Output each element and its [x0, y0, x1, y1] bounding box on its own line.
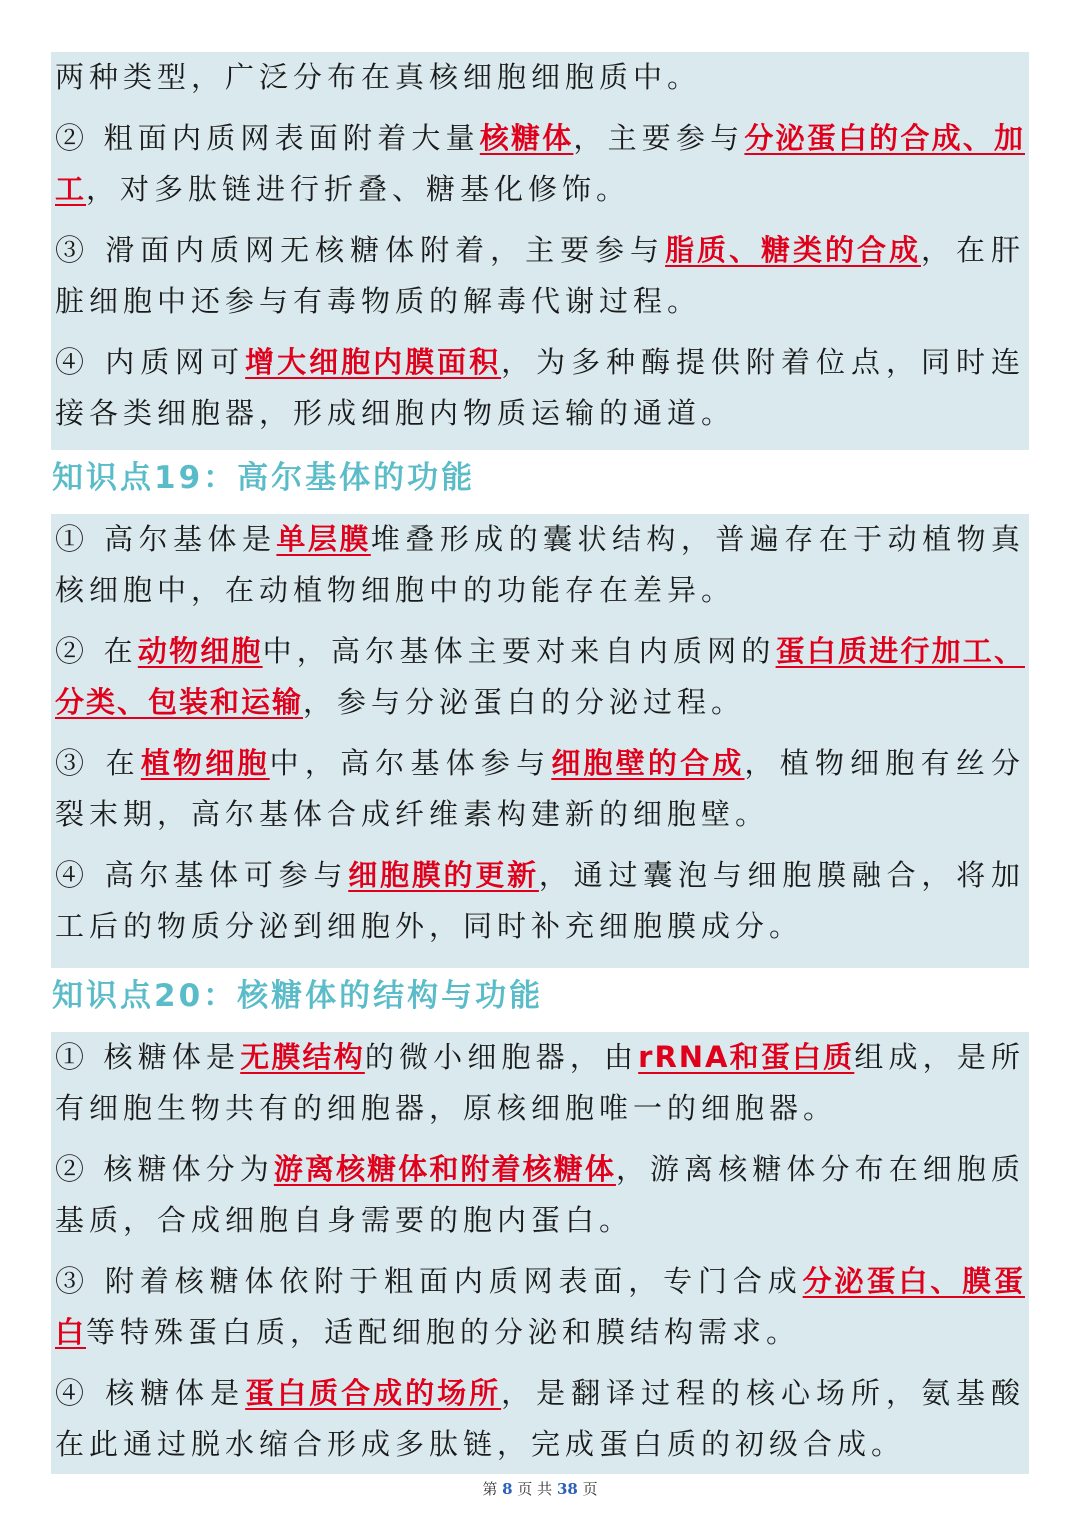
text: ① 核糖体是	[55, 1040, 241, 1074]
paragraph	[55, 1256, 1025, 1358]
text: ④ 内质网可	[55, 345, 246, 379]
text: ③ 滑面内质网无核糖体附着，主要参与	[55, 233, 666, 267]
paragraph	[55, 1144, 1025, 1246]
text: ④ 高尔基体可参与	[55, 858, 349, 892]
text: 堆叠形成的囊状结构，普遍存在于动植物真核细胞中，在动植物细胞中的功能存在差异。	[55, 522, 1025, 607]
highlight-term: 核糖体	[479, 121, 574, 155]
highlight-term: 蛋白质进行加工、分类、包装和运输	[55, 634, 1025, 719]
highlight-term: 动物细胞	[137, 634, 263, 668]
text: ③ 附着核糖体依附于粗面内质网表面，专门合成	[55, 1264, 803, 1298]
highlight-term: rRNA和蛋白质	[638, 1040, 855, 1074]
text: 中，高尔基体参与	[269, 746, 552, 780]
text: ② 在	[55, 634, 138, 668]
highlight-term: 无膜结构	[240, 1040, 365, 1074]
content-box-endoplasmic-reticulum	[51, 52, 1029, 450]
highlight-term: 游离核糖体和附着核糖体	[273, 1152, 616, 1186]
text: ② 粗面内质网表面附着大量	[55, 121, 480, 155]
text: ，主要参与	[573, 121, 745, 155]
paragraph	[55, 225, 1025, 327]
paragraph	[55, 626, 1025, 728]
highlight-term: 蛋白质合成的场所	[245, 1376, 502, 1410]
paragraph	[55, 514, 1025, 616]
text: ，参与分泌蛋白的分泌过程。	[303, 685, 746, 719]
paragraph	[55, 337, 1025, 439]
text: ，游离核糖体分布在细胞质基质，合成细胞自身需要的胞内蛋白。	[55, 1152, 1025, 1237]
text: ，植物细胞有丝分裂末期，高尔基体合成纤维素构建新的细胞壁。	[55, 746, 1025, 831]
text: 两种类型，广泛分布在真核细胞细胞质中。	[55, 60, 702, 94]
highlight-term: 分泌蛋白的合成、加工	[55, 121, 1025, 206]
highlight-term: 脂质、糖类的合成	[665, 233, 921, 267]
paragraph	[55, 738, 1025, 840]
highlight-term: 增大细胞内膜面积	[245, 345, 502, 379]
footer-text: 第	[482, 1480, 498, 1498]
text: ② 核糖体分为	[55, 1152, 274, 1186]
paragraph	[55, 850, 1025, 952]
highlight-term: 植物细胞	[140, 746, 270, 780]
footer-text: 页	[582, 1480, 598, 1498]
highlight-term: 细胞膜的更新	[348, 858, 539, 892]
highlight-term: 分泌蛋白、膜蛋白	[55, 1264, 1025, 1349]
paragraph	[55, 52, 1025, 103]
footer-text: 页 共	[517, 1480, 553, 1498]
text: 中，高尔基体主要对来自内质网的	[262, 634, 776, 668]
text: ，是翻译过程的核心场所，氨基酸在此通过脱水缩合形成多肽链，完成蛋白质的初级合成。	[55, 1376, 1025, 1461]
section-heading-19: 知识点19：高尔基体的功能	[52, 460, 476, 496]
paragraph	[55, 1032, 1025, 1134]
paragraph	[55, 113, 1025, 215]
text: ① 高尔基体是	[55, 522, 277, 556]
highlight-term: 细胞壁的合成	[551, 746, 745, 780]
highlight-term: 单层膜	[276, 522, 371, 556]
content-box-golgi	[51, 514, 1029, 968]
paragraph	[55, 1368, 1025, 1470]
text: ，通过囊泡与细胞膜融合，将加工后的物质分泌到细胞外，同时补充细胞膜成分。	[55, 858, 1025, 943]
text: ③ 在	[55, 746, 141, 780]
text: ，在肝脏细胞中还参与有毒物质的解毒代谢过程。	[55, 233, 1025, 318]
total-page-count: 38	[556, 1480, 578, 1498]
current-page-number: 8	[502, 1480, 513, 1498]
page-number-footer	[0, 1478, 1080, 1499]
text: 的微小细胞器，由	[364, 1040, 639, 1074]
content-box-ribosome	[51, 1032, 1029, 1474]
text: ，对多肽链进行折叠、糖基化修饰。	[86, 172, 631, 206]
text: ④ 核糖体是	[55, 1376, 246, 1410]
section-heading-20: 知识点20：核糖体的结构与功能	[52, 978, 544, 1014]
text: ，为多种酶提供附着位点，同时连接各类细胞器，形成细胞内物质运输的通道。	[55, 345, 1025, 430]
text: 等特殊蛋白质，适配细胞的分泌和膜结构需求。	[86, 1315, 801, 1349]
text: 组成，是所有细胞生物共有的细胞器，原核细胞唯一的细胞器。	[55, 1040, 1025, 1125]
